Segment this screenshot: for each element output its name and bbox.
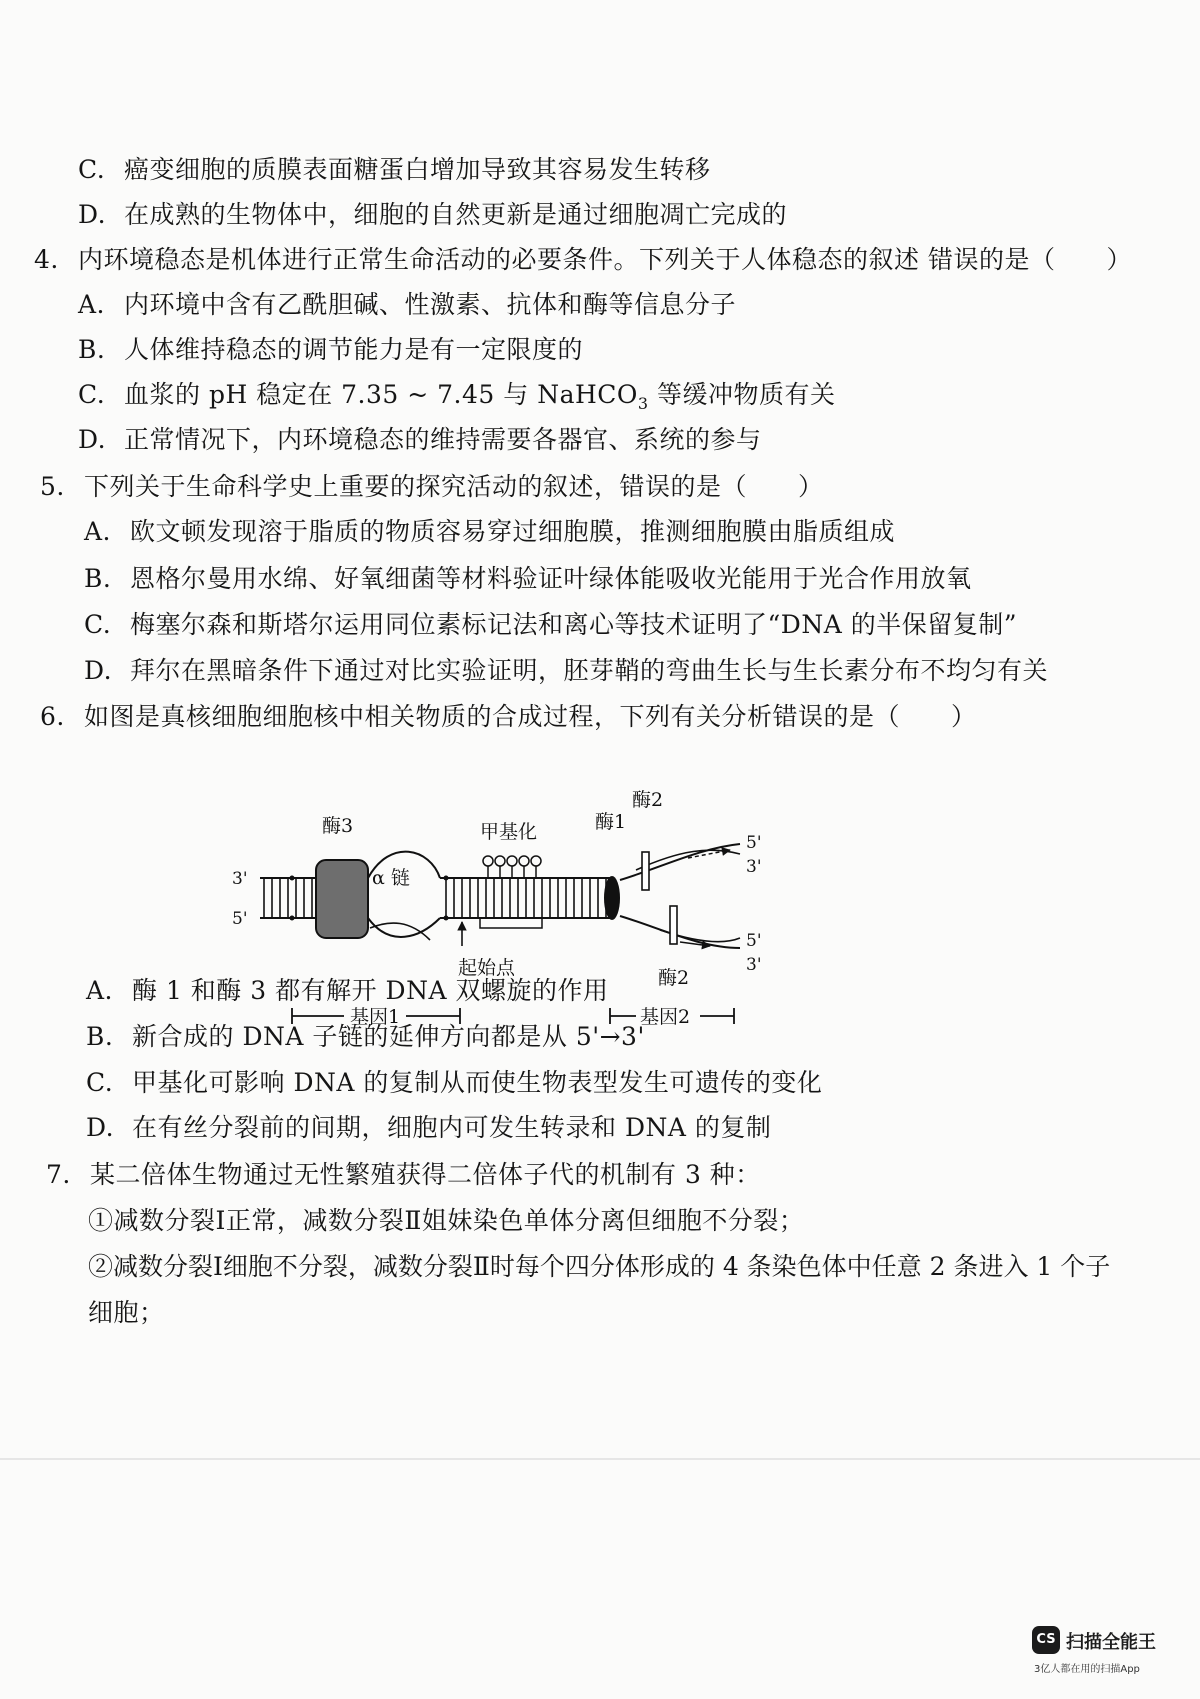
option-text: 人体维持稳态的调节能力是有一定限度的 [124,335,584,364]
q7-item-2-continued [88,1296,165,1330]
option-label: B. [86,1022,114,1051]
gene2-label: 基因2 [640,1006,691,1028]
watermark-subtitle: 3亿人都在用的扫描App [1034,1664,1140,1675]
enzyme3-body [316,860,368,938]
question-stem: 某二倍体生物通过无性繁殖获得二倍体子代的机制有 3 种： [90,1160,761,1189]
q6-option-b [86,1020,645,1054]
option-text-pre: 血浆的 pH 稳定在 7.35 ~ 7.45 与 NaHCO [124,380,638,409]
q5-stem [40,470,824,504]
q4-option-b [78,333,583,367]
question-number: 6. [40,702,65,731]
enzyme2-top-body [642,852,649,890]
right-upper-3-label: 3' [746,857,762,877]
enzyme2-top-label: 酶2 [632,789,664,811]
option-text: 恩格尔曼用水绵、好氧细菌等材料验证叶绿体能吸收光能用于光合作用放氧 [130,564,972,593]
enzyme2-bottom-label: 酶2 [658,967,690,989]
replication-fork [620,844,740,948]
option-text: 内环境中含有乙酰胆碱、性激素、抗体和酶等信息分子 [124,290,737,319]
q5-option-b [84,562,972,596]
left-bottom-end-label: 5' [232,909,248,929]
option-text: 拜尔在黑暗条件下通过对比实验证明，胚芽鞘的弯曲生长与生长素分布不均匀有关 [130,656,1049,685]
q7-item-2 [88,1250,1110,1284]
q4-option-a [78,288,736,322]
left-top-end-label: 3' [232,869,248,889]
option-text: 癌变细胞的质膜表面糖蛋白增加导致其容易发生转移 [124,155,711,184]
option-label: D. [78,425,107,454]
q5-option-d [84,654,1048,688]
option-text: 新合成的 DNA 子链的延伸方向都是从 5'→3' [132,1022,645,1051]
scan-page-edge [0,1458,1200,1460]
option-label: C. [84,610,112,639]
option-text: 在成熟的生物体中，细胞的自然更新是通过细胞凋亡完成的 [124,200,788,229]
enzyme3-label: 酶3 [322,815,354,837]
camscanner-logo-icon: CS [1032,1626,1060,1654]
watermark-title: 扫描全能王 [1066,1632,1156,1653]
item-text: ①减数分裂Ⅰ正常，减数分裂Ⅱ姐妹染色单体分离但细胞不分裂； [88,1206,805,1235]
scanner-watermark [1032,1626,1192,1682]
option-text-post: 等缓冲物质有关 [648,380,836,409]
q4-option-d [78,423,762,457]
option-text: 在有丝分裂前的间期，细胞内可发生转录和 DNA 的复制 [132,1113,772,1142]
question-number: 5. [40,472,65,501]
option-label: A. [84,517,112,546]
methylation-groups [483,856,541,878]
option-label: B. [78,335,106,364]
gene1-label: 基因1 [350,1006,401,1028]
enzyme1-label: 酶1 [595,811,627,833]
q6-option-c [86,1066,822,1100]
methylation-label: 甲基化 [480,821,538,843]
right-lower-3-label: 3' [746,955,762,975]
option-label: D. [86,1113,115,1142]
q5-option-a [84,515,895,549]
right-lower-5-label: 5' [746,931,762,951]
option-text: 欧文顿发现溶于脂质的物质容易穿过细胞膜，推测细胞膜由脂质组成 [130,517,896,546]
dna-replication-transcription-diagram [232,789,880,1048]
enzyme2-bottom-body [670,906,677,944]
option-label: A. [86,976,114,1005]
middle-dna-duplex [440,876,612,921]
q5-option-c [84,608,1017,642]
q6-stem [40,700,977,734]
q7-item-1 [88,1204,804,1238]
question-stem: 下列关于生命科学史上重要的探究活动的叙述，错误的是（ ） [84,472,824,501]
q4-option-c [78,378,836,421]
subscript: 3 [637,394,649,413]
question-stem: 内环境稳态是机体进行正常生命活动的必要条件。下列关于人体稳态的叙述 错误的是（ ） [78,245,1132,274]
right-upper-5-label: 5' [746,833,762,853]
option-label: C. [78,380,106,409]
q6-option-a [86,974,608,1008]
option-label: D. [78,200,107,229]
transcription-bubble [368,852,440,940]
q7-stem [46,1158,761,1192]
option-text: 酶 1 和酶 3 都有解开 DNA 双螺旋的作用 [132,976,609,1005]
option-label: C. [86,1068,114,1097]
q4-stem [34,243,1132,277]
q6-option-d [86,1111,771,1145]
enzyme1-body [604,876,620,920]
option-label: C. [78,155,106,184]
start-point-bracket [480,918,542,928]
option-label: A. [78,290,106,319]
option-label: D. [84,656,113,685]
q3-option-c [78,153,711,187]
option-text: 甲基化可影响 DNA 的复制从而使生物表型发生可遗传的变化 [132,1068,823,1097]
question-stem: 如图是真核细胞细胞核中相关物质的合成过程，下列有关分析错误的是（ ） [84,702,977,731]
item-text: ②减数分裂Ⅰ细胞不分裂，减数分裂Ⅱ时每个四分体形成的 4 条染色体中任意 2 条进入 1 个子 [88,1252,1111,1281]
option-text: 梅塞尔森和斯塔尔运用同位素标记法和离心等技术证明了“DNA 的半保留复制” [130,610,1017,639]
question-number: 7. [46,1160,71,1189]
option-label: B. [84,564,112,593]
start-point-label: 起始点 [458,957,516,979]
alpha-chain-label: α 链 [372,867,410,889]
question-number: 4. [34,245,59,274]
q3-option-d [78,198,787,232]
option-text: 正常情况下，内环境稳态的维持需要各器官、系统的参与 [124,425,762,454]
item-text: 细胞； [88,1298,165,1327]
